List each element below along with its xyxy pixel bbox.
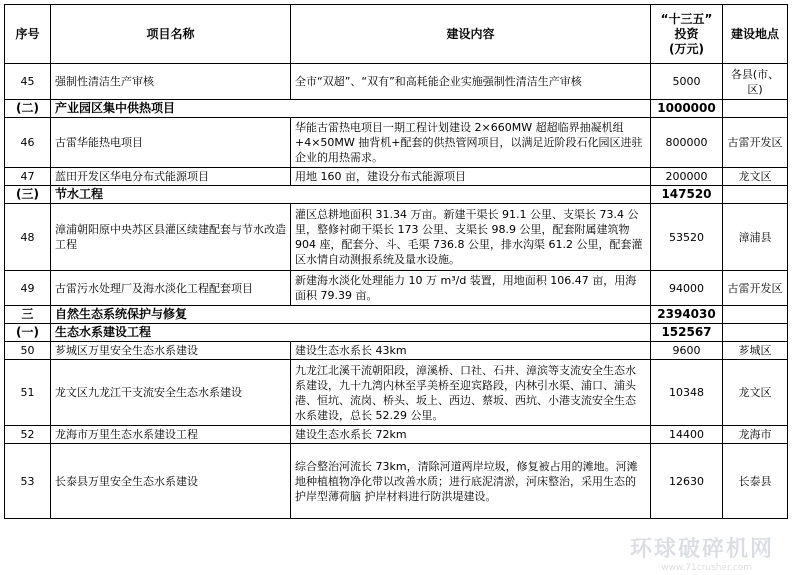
row-content: 九龙江北溪干流朝阳段，漳溪桥、口社、石井、漳滨等支流安全生态水系建设，九十九湾内林至孚美桥至迎宾路段，内林引水渠、浦口、浦头港、恒坑、流岗、桥头、坂上、西边、蔡坂、西坑、小港支流安全生态水系建设，总长 52.29 公里。: [291, 360, 651, 426]
row-no: 45: [5, 64, 51, 100]
row-location: 古雷开发区: [723, 271, 788, 306]
table-body: [5, 64, 788, 519]
row-content: 新建海水淡化处理能力 10 万 m³/d 装置，用地面积 106.47 亩，用海面积 79.39 亩。: [291, 271, 651, 306]
section-name: 产业园区集中供热项目: [51, 100, 651, 118]
row-name: 芗城区万里安全生态水系建设: [51, 342, 291, 360]
section-invest: 147520: [651, 186, 723, 204]
row-no: 47: [5, 168, 51, 186]
row-name: 古雷污水处理厂及海水淡化工程配套项目: [51, 271, 291, 306]
watermark-url: www.71crusher.com: [661, 563, 752, 573]
section-no: (一): [5, 324, 51, 342]
row-no: 51: [5, 360, 51, 426]
section-no: (二): [5, 100, 51, 118]
table-row: [5, 118, 788, 168]
row-invest: 200000: [651, 168, 723, 186]
row-location: 长泰县: [723, 444, 788, 519]
row-location: 各县(市、区): [723, 64, 788, 100]
row-no: 53: [5, 444, 51, 519]
row-no: 50: [5, 342, 51, 360]
row-invest: 5000: [651, 64, 723, 100]
row-content: 用地 160 亩，建设分布式能源项目: [291, 168, 651, 186]
section-location: [723, 100, 788, 118]
row-content: 综合整治河流长 73km，清除河道两岸垃圾，修复被占用的滩地。河滩地种植植物净化带以改善水质；进行底泥清淤，河床整治，采用生态的护岸型薄荷脑 护岸材料进行防洪堤建设。: [291, 444, 651, 519]
row-content: 建设生态水系长 72km: [291, 426, 651, 444]
row-content: 灌区总耕地面积 31.34 万亩。新建干渠长 91.1 公里、支渠长 73.4 公里，整修衬砌干渠长 173 公里、支渠长 98.9 公里，配套附属建筑物 904 座，配套分、斗、毛渠 736.8 公里，排水沟渠 61.2 公里，配套灌区水情自动测报系统及量水设施。: [291, 204, 651, 271]
row-name: 漳浦朝阳原中央苏区县灌区续建配套与节水改造工程: [51, 204, 291, 271]
row-invest: 94000: [651, 271, 723, 306]
section-row: [5, 324, 788, 342]
row-invest: 10348: [651, 360, 723, 426]
section-location: [723, 306, 788, 324]
row-content: 全市“双超”、“双有”和高耗能企业实施强制性清洁生产审核: [291, 64, 651, 100]
header-invest-line2: 投资: [674, 26, 699, 41]
watermark-logo: 环球破碎机网: [629, 537, 774, 562]
row-name: 龙海市万里生态水系建设工程: [51, 426, 291, 444]
row-location: 龙海市: [723, 426, 788, 444]
row-no: 52: [5, 426, 51, 444]
row-invest: 800000: [651, 118, 723, 168]
table-row: [5, 168, 788, 186]
table-row: [5, 271, 788, 306]
row-location: 芗城区: [723, 342, 788, 360]
row-location: 龙文区: [723, 360, 788, 426]
section-name: 自然生态系统保护与修复: [51, 306, 651, 324]
table-row: [5, 360, 788, 426]
header-invest-line1: “十三五”: [660, 11, 713, 26]
header-invest: [651, 5, 723, 64]
row-invest: 9600: [651, 342, 723, 360]
row-no: 49: [5, 271, 51, 306]
section-row: [5, 306, 788, 324]
section-no: 三: [5, 306, 51, 324]
table-row: [5, 342, 788, 360]
section-location: [723, 186, 788, 204]
section-invest: 152567: [651, 324, 723, 342]
project-table: [4, 4, 788, 519]
header-row: [5, 5, 788, 64]
row-no: 48: [5, 204, 51, 271]
header-no: 序号: [5, 5, 51, 64]
row-name: 蓝田开发区华电分布式能源项目: [51, 168, 291, 186]
section-row: [5, 186, 788, 204]
section-invest: 1000000: [651, 100, 723, 118]
section-name: 节水工程: [51, 186, 651, 204]
section-invest: 2394030: [651, 306, 723, 324]
row-name: 龙文区九龙江干支流安全生态水系建设: [51, 360, 291, 426]
header-location: 建设地点: [723, 5, 788, 64]
section-location: [723, 324, 788, 342]
row-invest: 53520: [651, 204, 723, 271]
row-invest: 12630: [651, 444, 723, 519]
row-name: 古雷华能热电项目: [51, 118, 291, 168]
row-location: 古雷开发区: [723, 118, 788, 168]
table-row: [5, 444, 788, 519]
row-no: 46: [5, 118, 51, 168]
row-name: 强制性清洁生产审核: [51, 64, 291, 100]
row-location: 漳浦县: [723, 204, 788, 271]
section-no: (三): [5, 186, 51, 204]
header-invest-line3: (万元): [669, 41, 704, 56]
header-name: 项目名称: [51, 5, 291, 64]
table-row: [5, 426, 788, 444]
table-row: [5, 64, 788, 100]
row-content: 建设生态水系长 43km: [291, 342, 651, 360]
row-name: 长泰县万里安全生态水系建设: [51, 444, 291, 519]
row-invest: 14400: [651, 426, 723, 444]
header-content: 建设内容: [291, 5, 651, 64]
row-location: 龙文区: [723, 168, 788, 186]
section-name: 生态水系建设工程: [51, 324, 651, 342]
section-row: [5, 100, 788, 118]
row-content: 华能古雷热电项目一期工程计划建设 2×660MW 超超临界抽凝机组+4×50MW 抽背机+配套的供热管网项目，以满足近阶段石化园区进驻企业的用热需求。: [291, 118, 651, 168]
table-row: [5, 204, 788, 271]
